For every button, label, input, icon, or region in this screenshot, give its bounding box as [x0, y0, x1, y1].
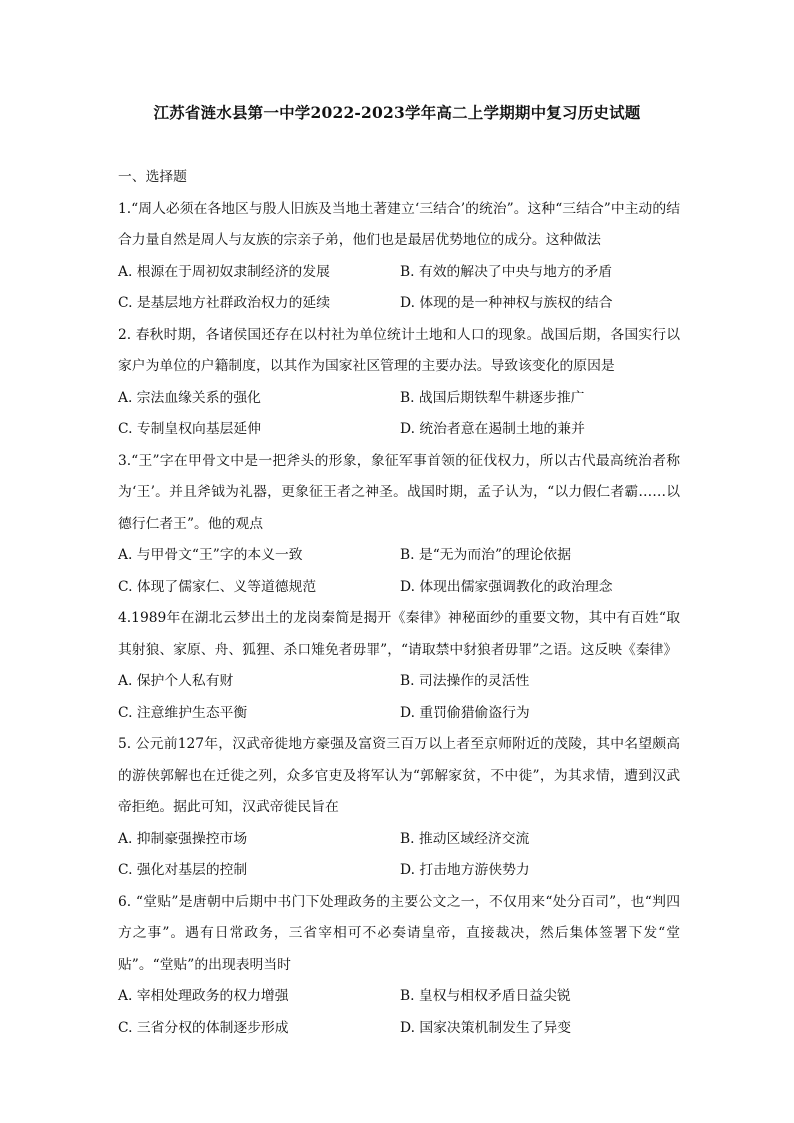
options-row	[118, 257, 680, 289]
option-a: A. 根源在于周初奴隶制经济的发展	[118, 263, 330, 280]
option-a: A. 保护个人私有财	[118, 673, 234, 689]
question-4	[118, 603, 680, 729]
option-d: D. 统治者意在遏制土地的兼并	[400, 421, 585, 437]
option-b: B. 司法操作的灵活性	[400, 673, 530, 689]
question-stem: 4.1989年在湖北云梦出土的龙岗秦简是揭开《秦律》神秘面纱的重要文物，其中有百姓“取其射狼、家原、舟、狐狸、杀口雉免者毋罪”，“请取禁中豺狼者毋罪”之语。这反映《秦律》	[118, 610, 680, 658]
option-a: A. 抑制豪强操控市场	[118, 830, 248, 847]
question-5	[118, 729, 680, 887]
options-row	[118, 288, 680, 320]
option-b: B. 推动区域经济交流	[400, 830, 530, 847]
options-row	[118, 824, 680, 856]
option-a: A. 宗法血缘关系的强化	[118, 389, 261, 406]
options-row	[118, 698, 680, 730]
option-c: C. 三省分权的体制逐步形成	[118, 1019, 289, 1036]
question-stem: 2. 春秋时期，各诸侯国还存在以村社为单位统计土地和人口的现象。战国后期，各国实行以家户为单位的户籍制度，以其作为国家社区管理的主要办法。导致该变化的原因是	[118, 326, 680, 374]
question-stem: 6. “堂贴”是唐朝中后期中书门下处理政务的主要公文之一，不仅用来“处分百司”，也“判四方之事”。遇有日常政务，三省宰相可不必奏请皇帝，直接裁决，然后集体签署下发“堂贴”。“堂贴”的出现表明当时	[118, 893, 680, 973]
option-d: D. 重罚偷猎偷盗行为	[400, 704, 530, 721]
options-row	[118, 414, 680, 446]
options-row	[118, 383, 680, 415]
option-a: A. 宰相处理政务的权力增强	[118, 988, 289, 1004]
option-c: C. 强化对基层的控制	[118, 862, 248, 878]
question-1	[118, 194, 680, 320]
question-stem: 5. 公元前127年，汉武帝徙地方豪强及富资三百万以上者至京师附近的茂陵，其中名望颇高的游侠郭解也在迁徙之列，众多官吏及将军认为“郭解家贫，不中徙”，为其求情，遭到汉武帝拒绝。据此可知，汉武帝徙民旨在	[118, 736, 680, 815]
option-c: C. 注意维护生态平衡	[118, 704, 248, 721]
options-row	[118, 572, 680, 604]
question-stem: 1.“周人必须在各地区与殷人旧族及当地土著建立‘三结合’的统治”。这种“三结合”中主动的结合力量自然是周人与友族的宗亲子弟，他们也是最居优势地位的成分。这种做法	[118, 200, 680, 248]
exam-content	[118, 162, 680, 1044]
option-c: C. 是基层地方社群政治权力的延续	[118, 295, 330, 311]
option-a: A. 与甲骨文“王”字的本义一致	[118, 547, 303, 563]
options-row	[118, 855, 680, 887]
document-title: 江苏省涟水县第一中学2022-2023学年高二上学期期中复习历史试题	[153, 103, 641, 122]
option-c: C. 体现了儒家仁、义等道德规范	[118, 578, 317, 595]
option-b: B. 是“无为而治”的理论依据	[400, 547, 571, 563]
options-row	[118, 666, 680, 698]
question-2	[118, 320, 680, 446]
question-stem: 3.“王”字在甲骨文中是一把斧头的形象，象征军事首领的征伐权力，所以古代最高统治者称为‘王’。并且斧钺为礼器，更象征王者之神圣。战国时期，孟子认为，“以力假仁者霸……以德行仁者王”。他的观点	[118, 452, 680, 532]
option-d: D. 体现的是一种神权与族权的结合	[400, 295, 613, 311]
option-c: C. 专制皇权向基层延伸	[118, 421, 262, 437]
section-heading: 一、选择题	[118, 169, 187, 185]
option-b: B. 战国后期铁犁牛耕逐步推广	[400, 389, 585, 406]
option-d: D. 打击地方游侠势力	[400, 862, 530, 878]
option-d: D. 国家决策机制发生了异变	[400, 1019, 572, 1036]
option-d: D. 体现出儒家强调教化的政治理念	[400, 578, 613, 595]
options-row	[118, 1013, 680, 1045]
question-3	[118, 446, 680, 604]
option-b: B. 有效的解决了中央与地方的矛盾	[400, 263, 613, 280]
question-6	[118, 887, 680, 1045]
options-row	[118, 981, 680, 1013]
option-b: B. 皇权与相权矛盾日益尖锐	[400, 988, 571, 1004]
options-row	[118, 540, 680, 572]
